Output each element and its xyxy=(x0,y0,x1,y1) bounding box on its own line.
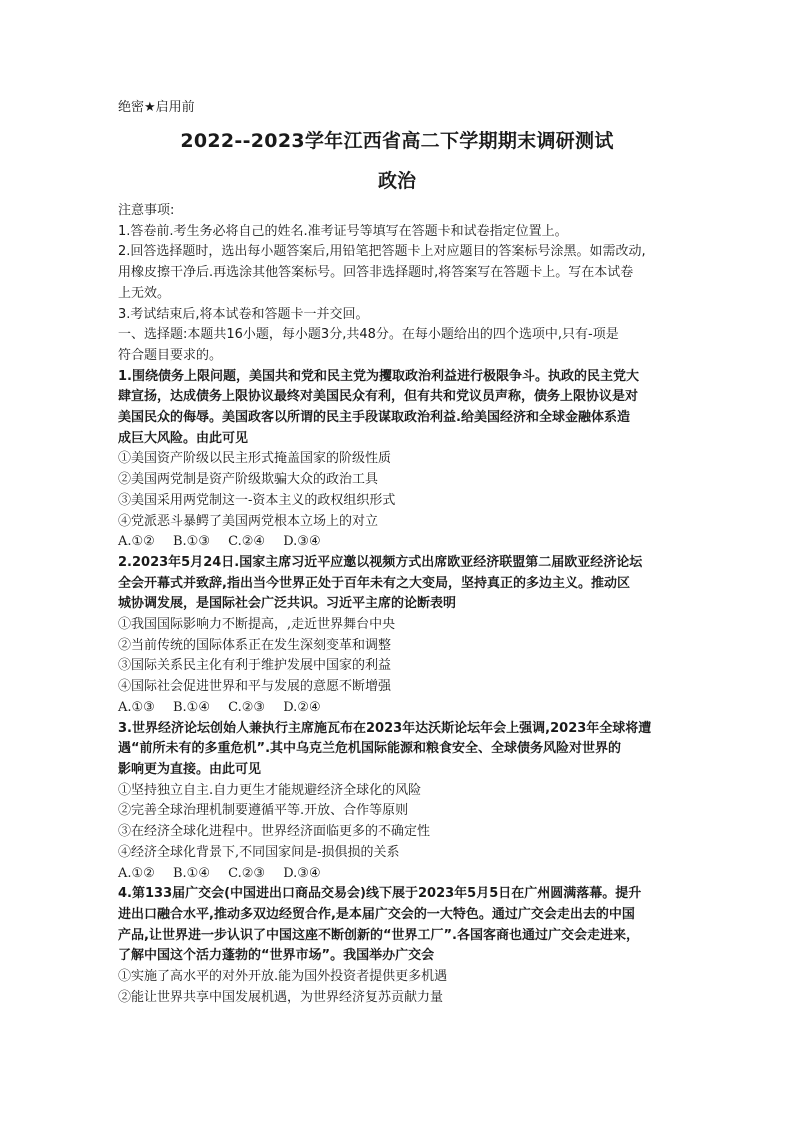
answer-choice: B.①④ xyxy=(172,865,210,881)
question-4-stem: 了解中国这个活力蓬勃的“世界市场”。我国举办广交会 xyxy=(118,948,435,964)
question-3-option: ②完善全球治理机制要遵循平等.开放、合作等原则 xyxy=(118,803,409,819)
question-2-option: ①我国国际影响力不断提高，,走近世界舞台中央 xyxy=(118,617,396,633)
section-instruction: 一、选择题:本题共16小题，每小题3分,共48分。在每小题给出的四个选项中,只有-项是 xyxy=(118,327,619,343)
answer-choice: B.①④ xyxy=(172,699,210,715)
notes-line: 上无效。 xyxy=(118,285,171,301)
answer-choice: D.③④ xyxy=(283,534,321,550)
question-4-stem: 进出口融合水平,推动多双边经贸合作,是本届广交会的一大特色。通过广交会走出去的中国 xyxy=(118,906,635,922)
question-1-option: ②美国两党制是资产阶级欺骗大众的政治工具 xyxy=(118,472,379,488)
question-1-stem: 成巨大风险。由此可见 xyxy=(118,430,249,446)
exam-body xyxy=(118,201,678,1008)
question-3-stem: 3.世界经济论坛创始人兼执行主席施瓦布在2023年达沃斯论坛年会上强调,2023年全球将遭 xyxy=(118,720,652,736)
notes-heading: 注意事项: xyxy=(118,203,175,218)
answer-choice: D.②④ xyxy=(283,699,321,715)
notes-line: 3.考试结束后,将本试卷和答题卡一并交回。 xyxy=(118,306,369,322)
question-2-stem: 全会开幕式并致辞,指出当今世界正处于百年未有之大变局，坚持真正的多边主义。推动区 xyxy=(118,575,630,591)
question-1-option: ④党派恶斗暴鳄了美国两党根本立场上的对立 xyxy=(118,513,379,529)
exam-subject: 政治 xyxy=(377,170,416,192)
question-3-stem: 影响更为直接。由此可见 xyxy=(118,761,262,777)
question-3-answers xyxy=(118,864,678,885)
notes-line: 用橡皮擦干净后.再选涂其他答案标号。回答非选择题时,将答案写在答题卡上。写在本试卷 xyxy=(118,265,634,281)
answer-choice: C.②③ xyxy=(228,865,266,881)
question-4-option: ①实施了高水平的对外开放.能为国外投资者提供更多机遇 xyxy=(118,969,448,985)
question-1-stem: 美国民众的侮辱。美国政客以所谓的民主手段谋取政治利益.给美国经济和全球金融体系造 xyxy=(118,410,630,426)
notes-line: 2.回答选择题时，选出每小题答案后,用铅笔把答题卡上对应题目的答案标号涂黑。如需改动, xyxy=(118,244,646,260)
question-3-stem: 遇“前所未有的多重危机”.其中乌克兰危机国际能源和粮食安全、全球债务风险对世界的 xyxy=(118,741,622,757)
answer-choice: A.①② xyxy=(118,865,155,881)
question-3-option: ①坚持独立自主.自力更生才能规避经济全球化的风险 xyxy=(118,782,422,798)
answer-choice: A.①③ xyxy=(118,699,155,715)
question-2-stem: 2.2023年5月24日.国家主席习近平应邀以视频方式出席欧亚经济联盟第二届欧亚经济论坛 xyxy=(118,554,643,570)
answer-choice: D.③④ xyxy=(283,865,321,881)
answer-choice: A.①② xyxy=(118,534,155,550)
secret-label: 绝密★启用前 xyxy=(118,100,195,115)
answer-choice: C.②④ xyxy=(228,534,266,550)
section-instruction: 符合题目要求的。 xyxy=(118,347,223,363)
question-3-option: ④经济全球化背景下,不同国家间是-损俱损的关系 xyxy=(118,844,400,860)
question-4-stem: 4.第133届广交会(中国进出口商品交易会)线下展于2023年5月5日在广州圆满落幕。提升 xyxy=(118,886,642,902)
notes-line: 1.答卷前.考生务必将自己的姓名.准考证号等填写在答题卡和试卷指定位置上。 xyxy=(118,223,568,239)
question-2-option: ②当前传统的国际体系正在发生深刻变革和调整 xyxy=(118,637,392,653)
question-2-stem: 城协调发展，是国际社会广泛共识。习近平主席的论断表明 xyxy=(118,596,457,612)
question-4-stem: 产品,让世界进一步认识了中国这座不断创新的“世界工厂”.各国客商也通过广交会走进来， xyxy=(118,927,639,943)
question-1-stem: 1.围绕债务上限问题，美国共和党和民主党为攫取政治利益进行极限争斗。执政的民主党大 xyxy=(118,368,639,384)
question-4-option: ②能让世界共享中国发展机遇，为世界经济复苏贡献力量 xyxy=(118,989,444,1005)
question-3-option: ③在经济全球化进程中。世界经济面临更多的不确定性 xyxy=(118,824,431,840)
exam-title: 2022--2023学年江西省高二下学期期末调研测试 xyxy=(180,130,614,152)
answer-choice: B.①③ xyxy=(172,534,210,550)
question-2-option: ④国际社会促进世界和平与发展的意愿不断增强 xyxy=(118,679,392,695)
question-1-stem: 肆宣扬，达成债务上限协议最终对美国民众有利，但有共和党议员声称，债务上限协议是对 xyxy=(118,389,639,405)
question-2-answers xyxy=(118,698,678,719)
question-1-option: ③美国采用两党制这一-资本主义的政权组织形式 xyxy=(118,492,396,508)
question-1-answers xyxy=(118,532,678,553)
answer-choice: C.②③ xyxy=(228,699,266,715)
question-1-option: ①美国资产阶级以民主形式掩盖国家的阶级性质 xyxy=(118,451,392,467)
question-2-option: ③国际关系民主化有利于维护发展中国家的利益 xyxy=(118,658,392,674)
